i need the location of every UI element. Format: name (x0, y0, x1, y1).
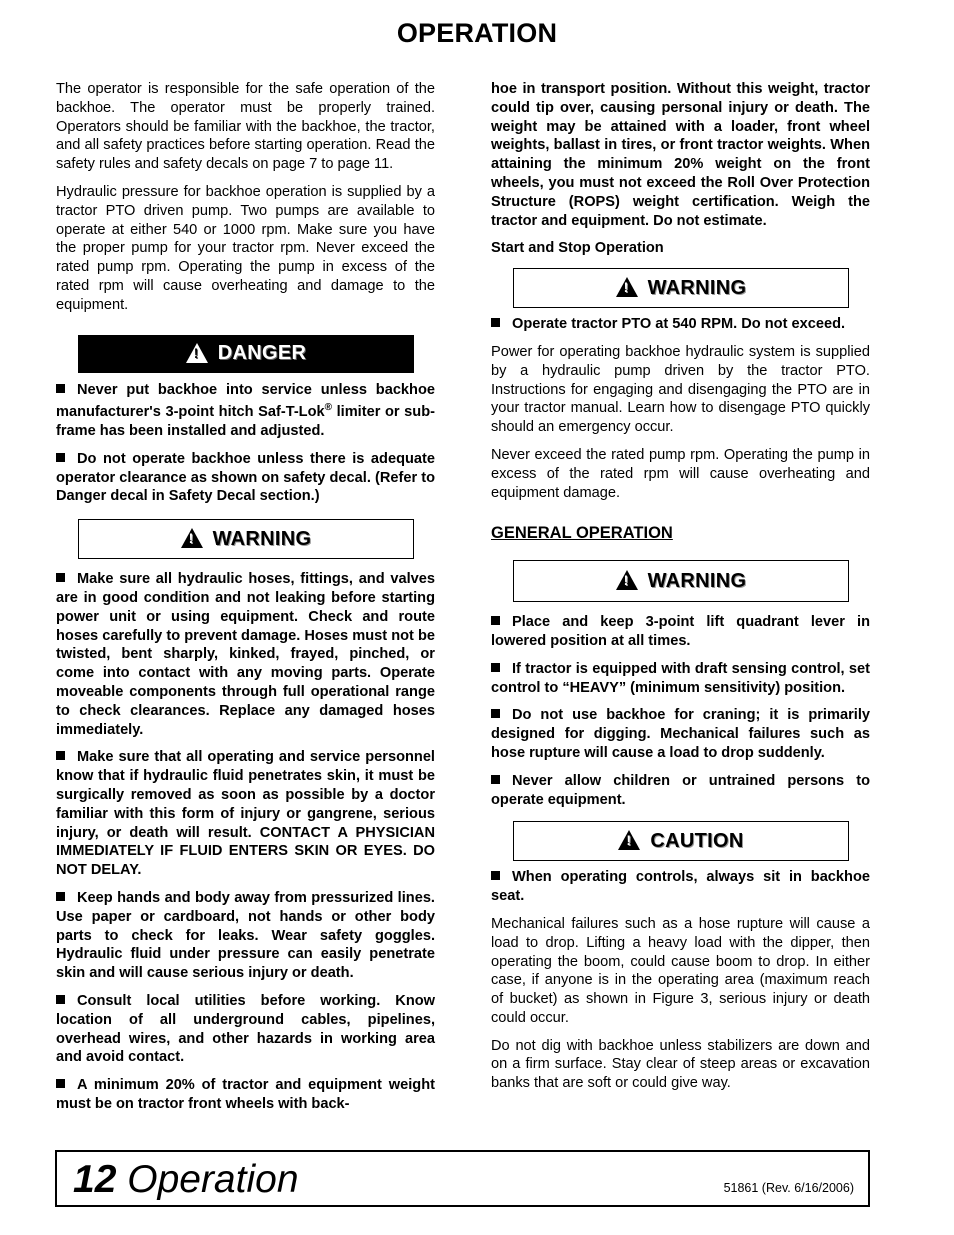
bullet-square-icon (56, 751, 65, 760)
warning-triangle-icon (618, 830, 640, 850)
revision-label: 51861 (Rev. 6/16/2006) (723, 1181, 854, 1195)
start-stop-heading: Start and Stop Operation (491, 240, 664, 257)
bullet-square-icon (491, 616, 500, 625)
bullet-square-icon (491, 775, 500, 784)
warning-bullet: Keep hands and body away from pressurized lines. Use paper or cardboard, not hands or other body parts to check for leaks. Wear safety goggles. Hydraulic fluid under pressure can easily penetrate skin and will cause serious injury or death. (56, 889, 435, 982)
warning-triangle-icon (616, 277, 638, 297)
warning-triangle-icon (181, 528, 203, 548)
warning-triangle-icon (186, 343, 208, 363)
warning-bullet: Consult local utilities before working. Know location of all underground cables, pipelines, overhead wires, and other hazards in working area and avoid contact. (56, 992, 435, 1066)
warning-sign (513, 268, 849, 308)
bullet-square-icon (56, 995, 65, 1004)
warning-label: WARNING (647, 569, 747, 592)
warning-label: WARNING (647, 276, 747, 299)
bullet-square-icon (491, 318, 500, 327)
bullet-square-icon (56, 384, 65, 393)
footer-title (73, 1156, 299, 1204)
danger-label: DANGER (217, 342, 307, 365)
bullet-square-icon (491, 709, 500, 718)
continued-warning-text: hoe in transport position. Without this weight, tractor could tip over, causing personal injury or death. The weight may be attained with a loader, front wheel weights, ballast in tires, or front tractor weights. When attaining the minimum 20% weight on the front wheels, you must not exceed the Roll Over Protection Structure (ROPS) weight certification. Weigh the tractor and equipment. Do not estimate. (491, 81, 870, 229)
danger-bullet: Never put backhoe into service unless backhoe manufacturer's 3-point hitch Saf-T-Lok® limiter or sub-frame has been installed and adjusted. (56, 381, 435, 440)
page-footer (55, 1150, 870, 1207)
warning-label: WARNING (212, 527, 312, 550)
intro-paragraph: The operator is responsible for the safe operation of the backhoe. The operator must be properly trained. Operators should be familiar with the backhoe, the tractor, and all safety practices before starting operation. Read the safety rules and safety decals on page 7 to page 11. (56, 81, 435, 173)
warning-triangle-icon (616, 570, 638, 590)
general-operation-heading: GENERAL OPERATION (491, 524, 673, 543)
left-column (56, 80, 435, 1123)
warning-sign (78, 519, 414, 559)
pto-bullet: Operate tractor PTO at 540 RPM. Do not exceed. (491, 315, 870, 334)
caution-label: CAUTION (650, 829, 744, 852)
right-column (491, 80, 870, 1102)
warning-bullet: Make sure all hydraulic hoses, fittings, and valves are in good condition and not leaking before starting power unit or using equipment. Check and route hoses carefully to prevent damage. Hoses must not be twisted, bent sharply, kinked, frayed, pinched, or come into contact with any moving parts. Operate moveable components through full operational range to check clearances. Replace any damaged hoses immediately. (56, 571, 435, 738)
caution-bullet: When operating controls, always sit in backhoe seat. (491, 869, 870, 905)
page-number: 12 (73, 1158, 117, 1201)
caution-sign (513, 821, 849, 861)
warning-bullet: A minimum 20% of tractor and equipment weight must be on tractor front wheels with back- (56, 1077, 435, 1112)
warning-bullet: Make sure that all operating and service personnel know that if hydraulic fluid penetrates skin, it must be surgically removed as soon as possible by a doctor familiar with this form of injury or gangrene, serious injury, or death will result. CONTACT A PHYSICIAN IMMEDIATELY IF FLUID ENTERS SKIN OR EYES. DO NOT DELAY. (56, 749, 435, 879)
intro-paragraph: Hydraulic pressure for backhoe operation is supplied by a tractor PTO driven pump. Two pumps are available to operate at either 540 or 1000 rpm. Make sure you have the proper pump for your tractor rpm. Never exceed the rated pump rpm. Operating the pump in excess of the rated rpm will cause overheating and damage to the equipment. (56, 183, 435, 313)
bullet-square-icon (491, 871, 500, 880)
warning-sign (513, 560, 849, 602)
pto-paragraph: Never exceed the rated pump rpm. Operating the pump in excess of the rated rpm will cause overheating and equipment damage. (491, 446, 870, 501)
bullet-square-icon (56, 1079, 65, 1088)
closing-paragraph: Do not dig with backhoe unless stabilizers are down and on a firm surface. Stay clear of steep areas or excavation banks that are soft or could give way. (491, 1037, 870, 1092)
bullet-square-icon (56, 573, 65, 582)
general-warning-bullet: Place and keep 3-point lift quadrant lever in lowered position at all times. (491, 614, 870, 649)
pto-paragraph: Power for operating backhoe hydraulic system is supplied by a hydraulic pump driven by the tractor PTO. Instructions for engaging and disengaging the PTO are in your tractor manual. Learn how to disengage PTO quickly should an emergency occur. (491, 343, 870, 436)
danger-sign (78, 335, 414, 373)
page-title: OPERATION (396, 18, 558, 48)
general-warning-bullet: If tractor is equipped with draft sensing control, set control to “HEAVY” (minimum sensitivity) position. (491, 660, 870, 696)
section-name: Operation (127, 1158, 299, 1201)
bullet-square-icon (56, 453, 65, 462)
bullet-square-icon (491, 663, 500, 672)
general-warning-bullet: Do not use backhoe for craning; it is primarily designed for digging. Mechanical failures such as hose rupture will cause a load to drop suddenly. (491, 707, 870, 761)
bullet-square-icon (56, 892, 65, 901)
danger-bullet: Do not operate backhoe unless there is adequate operator clearance as shown on safety decal. (Refer to Danger decal in Safety Decal section.) (56, 450, 435, 505)
general-warning-bullet: Never allow children or untrained persons to operate equipment. (491, 772, 870, 808)
closing-paragraph: Mechanical failures such as a hose rupture will cause a load to drop. Lifting a heavy load with the dipper, then operating the boom, could cause boom to drop. In either case, if anyone is in the operating area (maximum reach of bucket) as shown in Figure 3, serious injury or death could occur. (491, 915, 870, 1026)
